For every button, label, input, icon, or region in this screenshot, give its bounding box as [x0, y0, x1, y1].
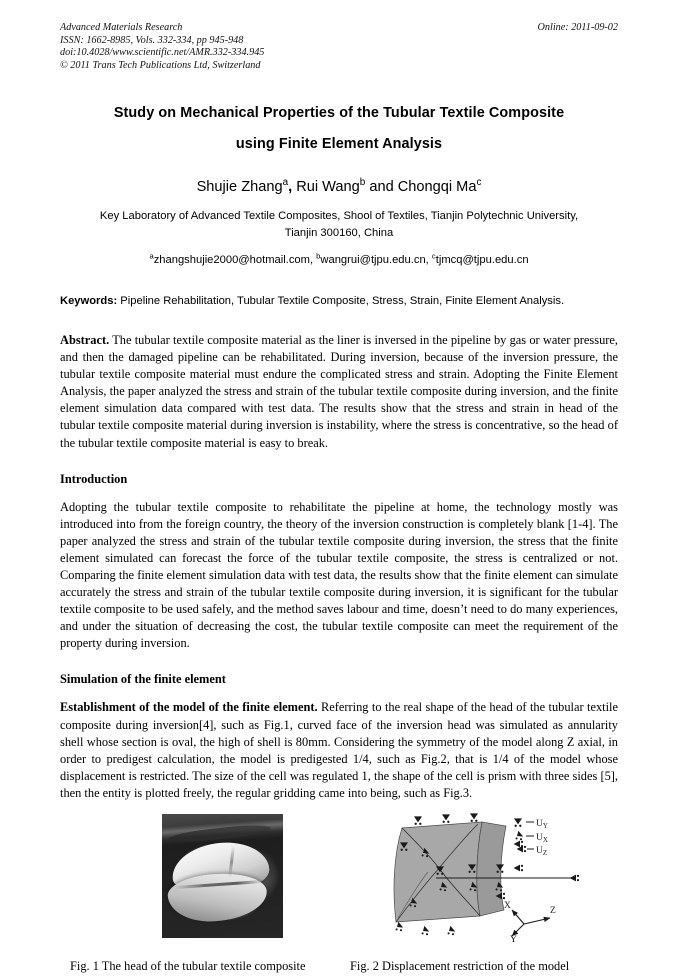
legend-uz-label: $U_Z$ [536, 846, 548, 858]
simulation-body-text: Referring to the real shape of the head of the tubular textile composite during inversion[4], such as Fig.1, curved face of the inversion head was simulated as annularity shell whose section is oval, the high of shell is 80mm. Considering the symmetry of the model along Z axial, in order to predigest calculation, the model is predigested 1/4, such as Fig.2, that is 1/4 of the model whose displacement is restricted. The size of the cell was regulated 1, the shape of the cell is prism with three sides [5], then the entity is plotted freely, the regular gridding came into being, such as Fig.3. [60, 700, 618, 800]
restraint-uz-axis-end [570, 875, 580, 882]
restraint-ux-bottom-2 [422, 926, 430, 935]
email-list [60, 252, 618, 268]
figure-1-image [162, 814, 283, 938]
figure-2-diagram [378, 810, 618, 946]
email-3: tjmcq@tjpu.edu.cn [435, 254, 529, 267]
abstract-label: Abstract. [60, 332, 110, 347]
restraint-uy-top-3 [470, 813, 478, 822]
tubular-textile-head-photo [162, 814, 283, 938]
photo-band [169, 822, 271, 844]
author-1-affiliation-marker: a [282, 177, 289, 189]
figure-1-caption: Fig. 1 The head of the tubular textile composite [70, 959, 306, 974]
author-1-name: Shujie Zhang [196, 179, 283, 196]
page-content [60, 0, 618, 978]
axis-x-arrow [512, 910, 524, 924]
copyright-line: © 2011 Trans Tech Publications Ltd, Switzerland [60, 59, 261, 71]
email-1-marker: a [149, 251, 154, 261]
author-2-name: Rui Wang [296, 179, 360, 196]
author-3-name: Chongqi Ma [397, 179, 477, 196]
keywords-block [60, 294, 618, 310]
issn-volume-pages: ISSN: 1662-8985, Vols. 332-334, pp 945-948 [60, 34, 244, 46]
restraint-ux-bottom-1 [396, 922, 404, 931]
figure-captions [60, 958, 618, 978]
introduction-paragraph: Adopting the tubular textile composite to rehabilitate the pipeline at home, the technology mostly was introduced into from the foreign country, the theory of the inversion construction is completely blank [1-4]. The paper analyzed the stress and strain of the tubular textile composite during inversion, the stress that the finite element simulated can forecast the force of the tubular textile composite, the stress is centralized or not. Comparing the finite element simulation data with test data, the results show that the finite element can simulate accurately the stress and strain of the tubular textile composite during inversion, it is significant for the tubular textile composite to be used safely, and the method saves labour and time, doesn’t need to do many experiences, and under the situation of decreasing the cost, the tubular textile composite can meet the requirement of the property during inversion. [60, 499, 618, 651]
abstract-text: The tubular textile composite material as the liner is inversed in the pipeline by gas or water pressure, and then the damaged pipeline can be rehabilitated. During inversion, because of the inversion pressure, the tubular textile composite material must endure the complicated stress and strain. Adopting the Finite Element Analysis, the paper analyzed the stress and strain of the tubular textile composite during inversion, and the finite element simulation data compared with test data. The results show that the stress and strain in head of the tubular textile composite material during inversion is instability, where the stress is concentrative, so the head of the tubular textile composite material is easy to break. [60, 332, 618, 450]
journal-name: Advanced Materials Research [60, 22, 183, 33]
legend-ux-label: $U_X$ [536, 833, 548, 845]
coordinate-triad [504, 901, 556, 945]
introduction-heading: Introduction [60, 471, 128, 486]
simulation-paragraph [60, 699, 618, 802]
author-separator-2: and [365, 179, 398, 196]
email-2: wangrui@tjpu.edu.cn, [320, 254, 432, 267]
axis-z-label: Z [550, 906, 556, 917]
restraint-ux-bottom-3 [448, 926, 456, 935]
author-2-affiliation-marker: b [359, 177, 366, 189]
email-2-marker: b [316, 251, 321, 261]
title-line-2: using Finite Element Analysis [235, 136, 443, 153]
legend-ux-icon [516, 831, 524, 840]
shell-right-edge [477, 822, 506, 916]
legend-uz-icon [517, 846, 527, 853]
legend-uy-label: $U_Y$ [536, 819, 548, 831]
figure-2-legend [514, 818, 548, 857]
title-line-1: Study on Mechanical Properties of the Tubular Textile Composite [113, 105, 565, 122]
author-separator-1: , [288, 179, 297, 196]
email-1: zhangshujie2000@hotmail.com, [153, 254, 317, 267]
axis-z-arrow [524, 918, 550, 924]
affiliation [60, 208, 618, 241]
affiliation-line-2: Tianjin 300160, China [284, 226, 394, 239]
page-title [60, 98, 618, 160]
author-list [60, 177, 618, 197]
axis-y-label: Y [510, 935, 517, 946]
legend-uy-icon [514, 818, 522, 827]
doi-line: doi:10.4028/www.scientific.net/AMR.332-334.945 [60, 47, 265, 59]
affiliation-line-1: Key Laboratory of Advanced Textile Composites, Shool of Textiles, Tianjin Polytechnic University, [99, 210, 579, 223]
abstract-block [60, 332, 618, 452]
axis-x-label: X [504, 901, 511, 912]
restraint-uz-right-2 [514, 865, 524, 872]
restraint-uy-top-1 [414, 816, 422, 825]
simulation-heading: Simulation of the finite element [60, 672, 226, 687]
online-date: Online: 2011-09-02 [537, 22, 618, 33]
author-3-affiliation-marker: c [476, 177, 482, 189]
restraint-uy-top-2 [442, 814, 450, 823]
displacement-restriction-svg [378, 810, 618, 946]
figure-2-caption: Fig. 2 Displacement restriction of the model [350, 959, 570, 974]
figure-row [60, 814, 618, 954]
simulation-subheading: Establishment of the model of the finite element. [60, 700, 318, 715]
masthead [60, 0, 618, 72]
email-3-marker: c [431, 251, 436, 261]
keywords-text: Pipeline Rehabilitation, Tubular Textile Composite, Stress, Strain, Finite Element Analysis. [117, 295, 565, 308]
keywords-label: Keywords: [60, 295, 118, 308]
